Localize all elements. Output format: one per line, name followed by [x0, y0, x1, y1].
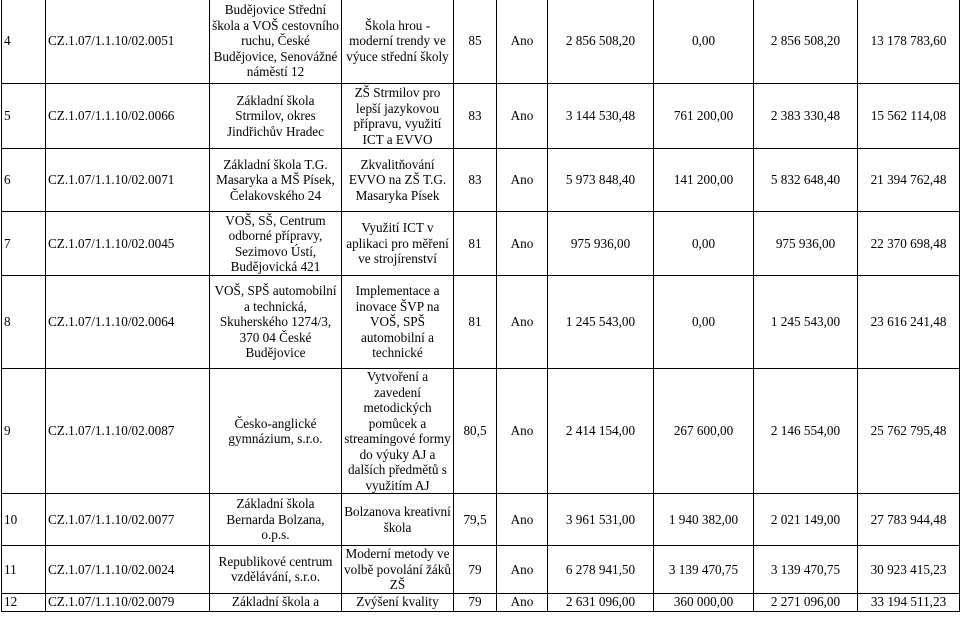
table-row — [2, 84, 960, 149]
table-row — [2, 369, 960, 494]
eligibility-cell: Ano — [497, 149, 548, 212]
table-row — [2, 276, 960, 369]
applicant-name-cell: Česko-anglické gymnázium, s.r.o. — [210, 369, 342, 494]
approved-amount-cell: 1 245 543,00 — [754, 276, 858, 369]
row-number-cell: 9 — [2, 369, 46, 494]
score-cell: 79 — [454, 593, 497, 611]
cumulative-amount-cell: 33 194 511,23 — [858, 593, 960, 611]
approved-amount-cell: 5 832 648,40 — [754, 149, 858, 212]
score-cell: 83 — [454, 149, 497, 212]
eligibility-cell: Ano — [497, 84, 548, 149]
applicant-name-cell: VOŠ, SŠ, Centrum odborné přípravy, Sezimovo Ústí, Budějovická 421 — [210, 212, 342, 276]
cofinancing-amount-cell: 0,00 — [654, 0, 754, 84]
requested-amount-cell: 975 936,00 — [548, 212, 654, 276]
registration-number-cell: CZ.1.07/1.1.10/02.0087 — [46, 369, 210, 494]
registration-number-cell: CZ.1.07/1.1.10/02.0024 — [46, 546, 210, 594]
project-name-cell: Zkvalitňování EVVO na ZŠ T.G. Masaryka Písek — [342, 149, 454, 212]
requested-amount-cell: 2 856 508,20 — [548, 0, 654, 84]
registration-number-cell: CZ.1.07/1.1.10/02.0045 — [46, 212, 210, 276]
registration-number-cell: CZ.1.07/1.1.10/02.0079 — [46, 593, 210, 611]
approved-amount-cell: 2 021 149,00 — [754, 494, 858, 546]
projects-table — [1, 0, 960, 612]
requested-amount-cell: 2 414 154,00 — [548, 369, 654, 494]
project-name-cell: Škola hrou - moderní trendy ve výuce střední školy — [342, 0, 454, 84]
table-row — [2, 0, 960, 84]
table-row — [2, 494, 960, 546]
eligibility-cell: Ano — [497, 546, 548, 594]
cumulative-amount-cell: 15 562 114,08 — [858, 84, 960, 149]
cumulative-amount-cell: 27 783 944,48 — [858, 494, 960, 546]
row-number-cell: 6 — [2, 149, 46, 212]
row-number-cell: 8 — [2, 276, 46, 369]
project-name-cell: ZŠ Strmilov pro lepší jazykovou přípravu, využití ICT a EVVO — [342, 84, 454, 149]
cumulative-amount-cell: 23 616 241,48 — [858, 276, 960, 369]
applicant-name-cell: VOŠ, SPŠ automobilní a technická, Skuherského 1274/3, 370 04 České Budějovice — [210, 276, 342, 369]
table-row — [2, 149, 960, 212]
cofinancing-amount-cell: 0,00 — [654, 276, 754, 369]
cofinancing-amount-cell: 0,00 — [654, 212, 754, 276]
project-name-cell: Využití ICT v aplikaci pro měření ve strojírenství — [342, 212, 454, 276]
eligibility-cell: Ano — [497, 212, 548, 276]
project-name-cell: Vytvoření a zavedení metodických pomůcek a streamingové formy do výuky AJ a dalších předmětů s využitím AJ — [342, 369, 454, 494]
score-cell: 80,5 — [454, 369, 497, 494]
row-number-cell: 12 — [2, 593, 46, 611]
applicant-name-cell: Základní škola Bernarda Bolzana, o.p.s. — [210, 494, 342, 546]
score-cell: 81 — [454, 276, 497, 369]
project-name-cell: Moderní metody ve volbě povolání žáků ZŠ — [342, 546, 454, 594]
score-cell: 83 — [454, 84, 497, 149]
requested-amount-cell: 2 631 096,00 — [548, 593, 654, 611]
cofinancing-amount-cell: 141 200,00 — [654, 149, 754, 212]
approved-amount-cell: 2 146 554,00 — [754, 369, 858, 494]
score-cell: 79,5 — [454, 494, 497, 546]
requested-amount-cell: 1 245 543,00 — [548, 276, 654, 369]
score-cell: 85 — [454, 0, 497, 84]
cumulative-amount-cell: 13 178 783,60 — [858, 0, 960, 84]
requested-amount-cell: 6 278 941,50 — [548, 546, 654, 594]
applicant-name-cell: Základní škola Strmilov, okres Jindřichův Hradec — [210, 84, 342, 149]
cofinancing-amount-cell: 267 600,00 — [654, 369, 754, 494]
approved-amount-cell: 2 271 096,00 — [754, 593, 858, 611]
cofinancing-amount-cell: 761 200,00 — [654, 84, 754, 149]
cumulative-amount-cell: 25 762 795,48 — [858, 369, 960, 494]
approved-amount-cell: 2 383 330,48 — [754, 84, 858, 149]
approved-amount-cell: 3 139 470,75 — [754, 546, 858, 594]
row-number-cell: 7 — [2, 212, 46, 276]
project-name-cell: Zvýšení kvality — [342, 593, 454, 611]
applicant-name-cell: Budějovice Střední škola a VOŠ cestovního ruchu, České Budějovice, Senovážné náměstí 12 — [210, 0, 342, 84]
approved-amount-cell: 975 936,00 — [754, 212, 858, 276]
registration-number-cell: CZ.1.07/1.1.10/02.0077 — [46, 494, 210, 546]
cumulative-amount-cell: 22 370 698,48 — [858, 212, 960, 276]
eligibility-cell: Ano — [497, 369, 548, 494]
cumulative-amount-cell: 21 394 762,48 — [858, 149, 960, 212]
cumulative-amount-cell: 30 923 415,23 — [858, 546, 960, 594]
registration-number-cell: CZ.1.07/1.1.10/02.0071 — [46, 149, 210, 212]
cofinancing-amount-cell: 360 000,00 — [654, 593, 754, 611]
table-row — [2, 593, 960, 611]
requested-amount-cell: 5 973 848,40 — [548, 149, 654, 212]
row-number-cell: 11 — [2, 546, 46, 594]
table-row — [2, 546, 960, 594]
cofinancing-amount-cell: 3 139 470,75 — [654, 546, 754, 594]
registration-number-cell: CZ.1.07/1.1.10/02.0051 — [46, 0, 210, 84]
table-body — [2, 0, 960, 611]
cofinancing-amount-cell: 1 940 382,00 — [654, 494, 754, 546]
requested-amount-cell: 3 961 531,00 — [548, 494, 654, 546]
table-row — [2, 212, 960, 276]
applicant-name-cell: Základní škola a — [210, 593, 342, 611]
project-name-cell: Bolzanova kreativní škola — [342, 494, 454, 546]
score-cell: 79 — [454, 546, 497, 594]
project-name-cell: Implementace a inovace ŠVP na VOŠ, SPŠ automobilní a technické — [342, 276, 454, 369]
eligibility-cell: Ano — [497, 593, 548, 611]
approved-amount-cell: 2 856 508,20 — [754, 0, 858, 84]
applicant-name-cell: Republikové centrum vzdělávání, s.r.o. — [210, 546, 342, 594]
requested-amount-cell: 3 144 530,48 — [548, 84, 654, 149]
row-number-cell: 4 — [2, 0, 46, 84]
eligibility-cell: Ano — [497, 494, 548, 546]
row-number-cell: 10 — [2, 494, 46, 546]
eligibility-cell: Ano — [497, 276, 548, 369]
row-number-cell: 5 — [2, 84, 46, 149]
eligibility-cell: Ano — [497, 0, 548, 84]
registration-number-cell: CZ.1.07/1.1.10/02.0064 — [46, 276, 210, 369]
applicant-name-cell: Základní škola T.G. Masaryka a MŠ Písek, Čelakovského 24 — [210, 149, 342, 212]
registration-number-cell: CZ.1.07/1.1.10/02.0066 — [46, 84, 210, 149]
score-cell: 81 — [454, 212, 497, 276]
